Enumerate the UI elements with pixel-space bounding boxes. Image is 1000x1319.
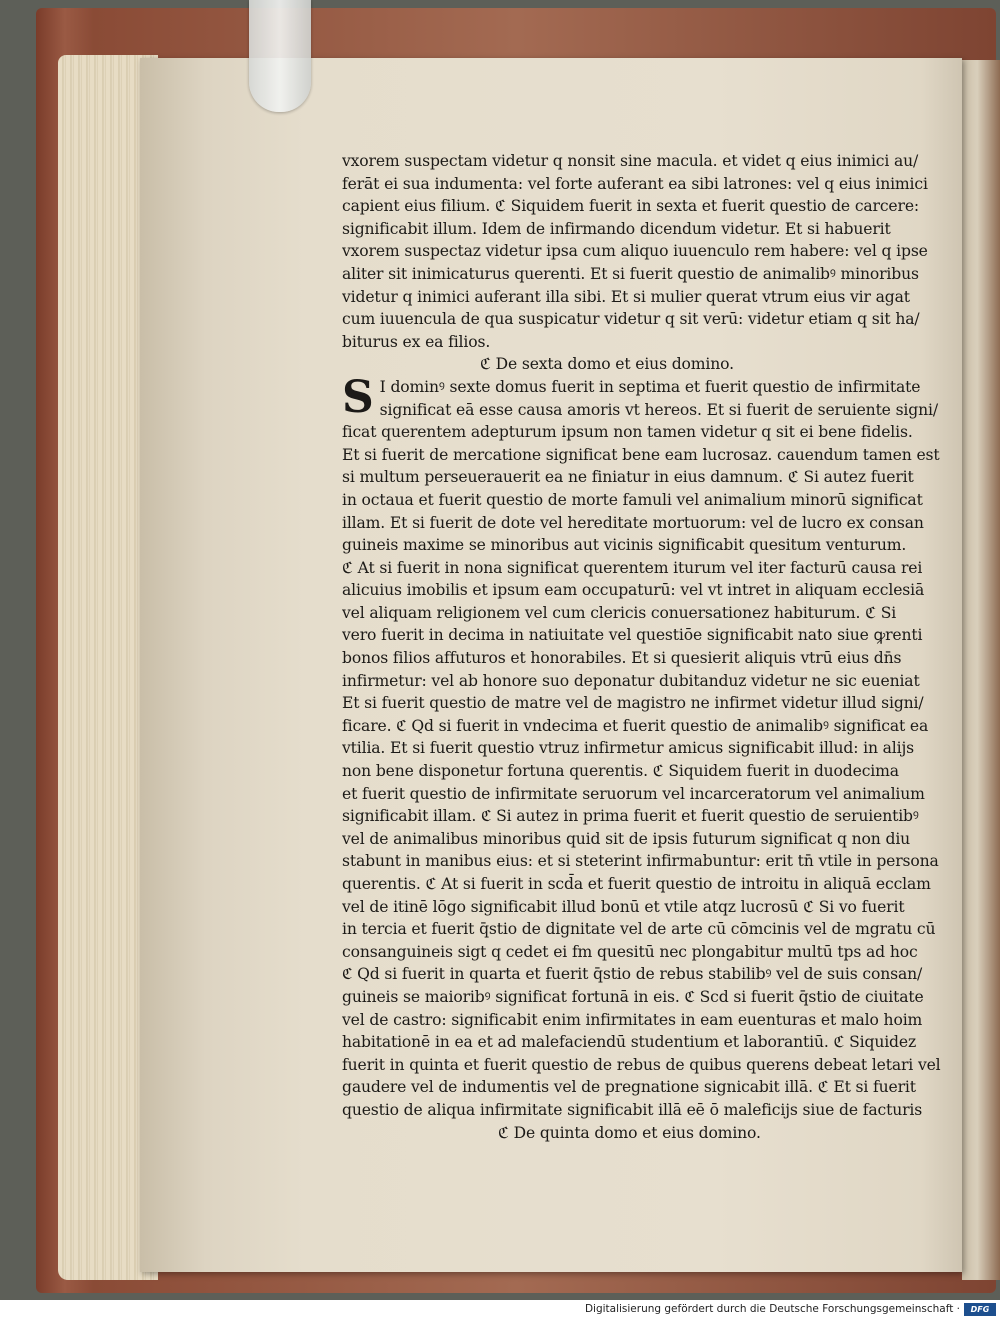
text-line: ℭ At si fuerit in nona significat querentem iturum vel iter facturū causa rei xyxy=(342,558,923,577)
text-line: alicuius imobilis et ipsum eam occupaturū: vel vt intret in aliquam ecclesiā xyxy=(342,581,925,600)
text-line: cum iuuencula de qua suspicatur videtur q sit verū: videtur etiam q sit ha/ xyxy=(342,310,920,329)
drop-cap: S xyxy=(342,371,374,423)
text-line: vel de castro: significabit enim infirmitates in eam euenturas et malo hoim xyxy=(342,1010,923,1029)
text-line: guineis se maioribꝰ significat fortunā in eis. ℭ Scd si fuerit q̄stio de ciuitate xyxy=(342,987,924,1006)
text-line: bonos filios affuturos et honorabiles. Et si quesierit aliquis vtrū eius dn̄s xyxy=(342,649,902,668)
text-line: Et si fuerit de mercatione significat bene eam lucrosaz. cauendum tamen est xyxy=(342,445,940,464)
text-line: ficare. ℭ Qd si fuerit in vndecima et fuerit questio de animalibꝰ significat ea xyxy=(342,716,929,735)
text-line: significat eā esse causa amoris vt hereos. Et si fuerit de seruiente signi/ xyxy=(379,400,938,419)
text-line: videtur q inimici auferant illa sibi. Et si mulier querat vtrum eius vir agat xyxy=(342,287,910,306)
text-line: vero fuerit in decima in natiuitate vel questiōe significabit nato siue ꝙrenti xyxy=(342,626,923,645)
page-text xyxy=(342,150,958,1144)
text-line: non bene disponetur fortuna querentis. ℭ Siquidem fuerit in duodecima xyxy=(342,762,899,781)
text-line: habitationē in ea et ad malefaciendū studentium et laborantiū. ℭ Siquidez xyxy=(342,1033,917,1052)
text-line: vel aliquam religionem vel cum clericis conuersationez habiturum. ℭ Si xyxy=(342,603,897,622)
text-line: I dominꝰ sexte domus fuerit in septima et fuerit questio de infirmitate xyxy=(379,377,921,396)
section-heading-sexta: ℭ De sexta domo et eius domino. xyxy=(480,355,734,374)
text-line: in tercia et fuerit q̄stio de dignitate vel de arte cū cōmcinis vel de mgratu cū xyxy=(342,920,936,939)
text-line: infirmetur: vel ab honore suo deponatur dubitanduz videtur ne sic eueniat xyxy=(342,671,920,690)
text-line: vxorem suspectaz videtur ipsa cum aliquo iuuenculo rem habere: vel q ipse xyxy=(342,242,928,261)
text-line: illam. Et si fuerit de dote vel hereditate mortuorum: vel de lucro ex consan xyxy=(342,513,924,532)
text-line: capient eius filium. ℭ Siquidem fuerit in sexta et fuerit questio de carcere: xyxy=(342,197,920,216)
footer-bar xyxy=(0,1300,1000,1319)
page-clip xyxy=(249,0,311,112)
dfg-logo-icon: DFG xyxy=(964,1303,996,1316)
opening-lines xyxy=(342,150,958,353)
text-line: vel de animalibus minoribus quid sit de ipsis futurum significat q non diu xyxy=(342,829,911,848)
text-line: significabit illam. ℭ Si autez in prima fuerit et fuerit questio de seruientibꝰ xyxy=(342,807,919,826)
text-line: Et si fuerit questio de matre vel de magistro ne infirmet videtur illud signi/ xyxy=(342,694,924,713)
text-line: et fuerit questio de infirmitate seruorum vel incarceratorum vel animalium xyxy=(342,784,925,803)
text-line: ℭ Qd si fuerit in quarta et fuerit q̄stio de rebus stabilibꝰ vel de suis consan/ xyxy=(342,965,923,984)
section-heading-quinta: ℭ De quinta domo et eius domino. xyxy=(498,1123,761,1142)
text-line: in octaua et fuerit questio de morte famuli vel animalium minorū significat xyxy=(342,490,923,509)
text-line: questio de aliqua infirmitate significabit illā eē ō maleficijs siue de facturis xyxy=(342,1100,923,1119)
text-line: guineis maxime se minoribus aut vicinis significabit quesitum venturum. xyxy=(342,536,907,555)
text-line: vtilia. Et si fuerit questio vtruz infirmetur amicus significabit illud: in alijs xyxy=(342,739,915,758)
text-line: significabit illum. Idem de infirmando dicendum videtur. Et si habuerit xyxy=(342,219,891,238)
text-line: aliter sit inimicaturus querenti. Et si fuerit questio de animalibꝰ minoribus xyxy=(342,264,919,283)
text-line: querentis. ℭ At si fuerit in scd̄a et fuerit questio de introitu in aliquā ecclam xyxy=(342,875,931,893)
text-line: fuerit in quinta et fuerit questio de rebus de quibus querens debeat letari vel xyxy=(342,1055,941,1074)
text-line: ferāt ei sua indumenta: vel forte auferant ea sibi latrones: vel q eius inimici xyxy=(342,174,928,193)
text-line: stabunt in manibus eius: et si steterint infirmabuntur: erit tn̄ vtile in persona xyxy=(342,852,939,871)
binding-gutter xyxy=(962,60,1000,1280)
text-line: vxorem suspectam videtur q nonsit sine macula. et videt q eius inimici au/ xyxy=(342,152,919,170)
text-line: gaudere vel de indumentis vel de pregnatione signicabit illā. ℭ Et si fuerit xyxy=(342,1078,916,1097)
text-line: biturus ex ea filios. xyxy=(342,332,491,351)
text-line: ficat querentem adepturum ipsum non tamen videtur q sit ei bene fidelis. xyxy=(342,423,913,442)
text-line: vel de itinē lōgo significabit illud bonū et vtile atqz lucrosū ℭ Si vo fuerit xyxy=(342,897,905,916)
text-line: si multum perseuerauerit ea ne finiatur in eius damnum. ℭ Si autez fuerit xyxy=(342,468,914,487)
funding-credit: Digitalisierung gefördert durch die Deutsche Forschungsgemeinschaft · xyxy=(584,1303,960,1315)
paragraph xyxy=(342,371,958,1122)
text-line: consanguineis sigt q cedet ei fm quesitū nec plongabitur multū tps ad hoc xyxy=(342,942,918,961)
